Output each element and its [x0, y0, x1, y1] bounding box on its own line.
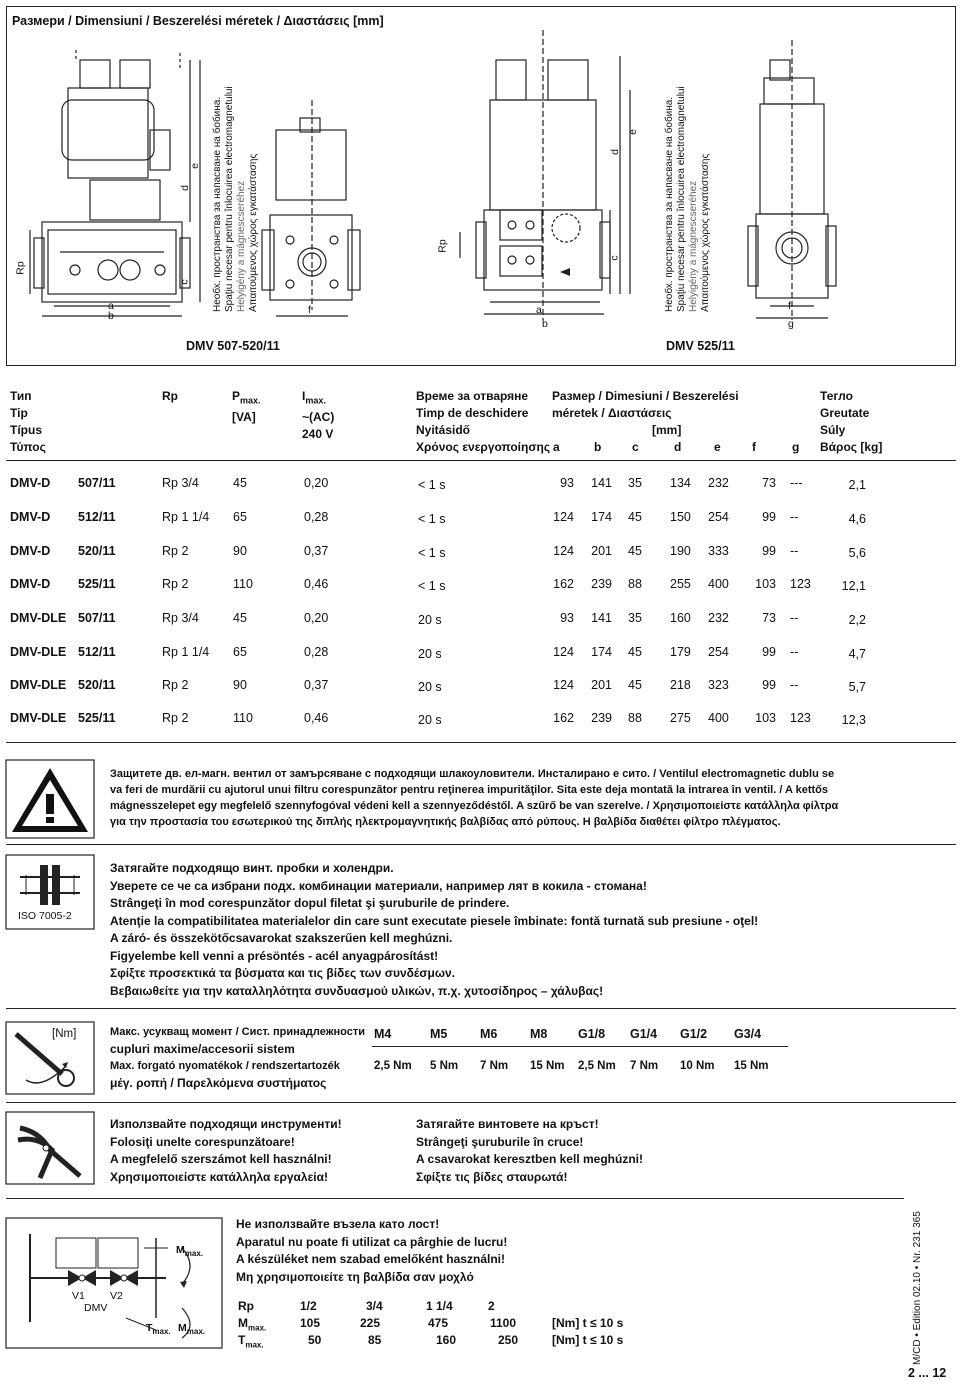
table-cell-g: 123	[790, 577, 811, 591]
lever-t-value: 85	[368, 1333, 382, 1347]
left-dim-f: f	[308, 304, 311, 316]
table-cell-g: --	[790, 645, 799, 659]
table-cell-p: 110	[233, 711, 253, 725]
page-title: Размери / Dimensiuni / Beszerelési méretek / Διαστάσεις [mm]	[12, 14, 384, 28]
lever-dmv-label: DMV	[84, 1302, 108, 1314]
table-cell-rp: Rp 3/4	[162, 611, 199, 625]
table-cell-c: 88	[628, 577, 642, 591]
table-cell-size: 507/11	[78, 611, 116, 625]
dim-col-d: d	[674, 440, 682, 454]
table-cell-type: DMV-D	[10, 476, 51, 490]
torque-size: M4	[374, 1027, 392, 1041]
right-valve-drawing	[0, 0, 960, 370]
table-cell-type: DMV-DLE	[10, 678, 67, 692]
table-cell-rp: Rp 2	[162, 711, 189, 725]
table-cell-f: 103	[755, 711, 776, 725]
torque-value: 7 Nm	[480, 1060, 509, 1072]
left-dim-d: d	[178, 185, 191, 191]
table-cell-type: DMV-D	[10, 577, 51, 591]
table-cell-rp: Rp 3/4	[162, 476, 199, 490]
table-cell-i: 0,20	[304, 611, 329, 625]
table-cell-p: 110	[233, 577, 253, 591]
table-cell-i: 0,28	[304, 510, 329, 524]
col-head-type: Тип Tip Típus Τύπος	[10, 389, 46, 454]
torque-value: 2,5 Nm	[578, 1060, 616, 1072]
torque-size: M8	[530, 1027, 548, 1041]
lever-rp-value: 1/2	[300, 1299, 317, 1313]
lever-rp-value: 3/4	[366, 1299, 383, 1313]
lever-m-label: $M_{max.}$	[238, 1316, 267, 1333]
torque-value: 10 Nm	[680, 1060, 715, 1072]
right-dim-b: b	[542, 318, 548, 330]
table-cell-e: 400	[708, 577, 729, 591]
table-cell-c: 35	[628, 476, 642, 490]
table-cell-d: 218	[670, 678, 691, 692]
table-cell-f: 73	[762, 476, 776, 490]
table-cell-c: 45	[628, 544, 642, 558]
table-cell-rp: Rp 1 1/4	[162, 645, 210, 659]
table-cell-t: 20 s	[418, 680, 442, 694]
table-cell-a: 124	[553, 645, 574, 659]
table-cell-f: 99	[762, 544, 776, 558]
table-cell-a: 162	[553, 711, 574, 725]
torque-value: 5 Nm	[430, 1060, 459, 1072]
table-cell-size: 520/11	[78, 544, 116, 558]
table-cell-size: 525/11	[78, 711, 116, 725]
table-cell-e: 400	[708, 711, 729, 725]
table-cell-g: --	[790, 510, 799, 524]
lever-text: Не използвайте възела като лост! Aparatul nu poate fi utilizat ca pârghie de lucru! A készüléket nem szabad emelőként használni! Μη χρησιμοποιείτε τη βαλβίδα σαν μοχλό	[236, 1217, 508, 1284]
edition-footer: M/CD • Edition 02.10 • Nr. 231 365	[912, 1211, 923, 1365]
table-cell-b: 201	[591, 544, 612, 558]
torque-value: 15 Nm	[734, 1060, 769, 1072]
table-cell-b: 141	[591, 476, 612, 490]
table-cell-w: 5,6	[848, 546, 866, 560]
table-cell-c: 45	[628, 645, 642, 659]
table-cell-e: 323	[708, 678, 729, 692]
torque-text: Макс. усукващ момент / Сист. принадлежности cupluri maxime/accesorii sistem Max. forgató nyomatékok / rendszertartozék μέγ. ροπή / Παρελκόμενα συστήματος	[110, 1026, 366, 1090]
table-cell-d: 160	[670, 611, 691, 625]
table-cell-b: 239	[591, 577, 612, 591]
lever-diagram	[6, 1218, 226, 1358]
table-cell-size: 525/11	[78, 577, 116, 591]
lever-divider	[6, 1198, 904, 1199]
table-cell-i: 0,28	[304, 645, 329, 659]
table-cell-type: DMV-D	[10, 544, 51, 558]
table-cell-w: 4,7	[848, 647, 866, 661]
table-cell-g: --	[790, 544, 799, 558]
iso-divider	[6, 844, 956, 845]
dim-col-a: a	[553, 440, 560, 454]
table-cell-d: 150	[670, 510, 691, 524]
table-cell-w: 2,2	[848, 613, 866, 627]
right-figure-title: DMV 525/11	[666, 339, 735, 353]
table-cell-p: 65	[233, 510, 247, 524]
lever-m-value: 475	[428, 1316, 449, 1330]
torque-rule	[372, 1046, 788, 1047]
table-cell-f: 99	[762, 645, 776, 659]
table-cell-rp: Rp 2	[162, 577, 189, 591]
table-cell-w: 5,7	[848, 680, 866, 694]
table-cell-rp: Rp 2	[162, 544, 189, 558]
table-cell-d: 179	[670, 645, 691, 659]
table-cell-e: 232	[708, 611, 729, 625]
lever-m-max-label-2: $M_{max.}$	[178, 1322, 205, 1337]
torque-size: G1/2	[680, 1027, 708, 1041]
tools-left-text: Използвайте подходящи инструменти! Folosiţi unelte corespunzătoare! A megfelelő szerszámot kell használni! Χρησιμοποιείστε κατάλληλα εργαλεία!	[110, 1117, 342, 1184]
table-cell-type: DMV-DLE	[10, 645, 67, 659]
table-cell-w: 4,6	[848, 512, 866, 526]
table-cell-d: 134	[670, 476, 691, 490]
right-dim-a: a	[536, 304, 542, 316]
table-cell-b: 201	[591, 678, 612, 692]
lever-m-unit: [Nm] t ≤ 10 s	[552, 1316, 624, 1330]
lever-rp-label: Rp	[238, 1299, 254, 1313]
table-cell-d: 275	[670, 711, 691, 725]
table-cell-f: 73	[762, 611, 776, 625]
table-cell-type: DMV-DLE	[10, 611, 67, 625]
table-cell-b: 239	[591, 711, 612, 725]
right-space-note: Необх. пространства за напасване на бобина. Spaţiu necesar pentru înlocuirea electromagnetului Helyigény a mágnescseréhez Απαιτούμενος χώρος εγκατάστασης	[664, 86, 711, 312]
left-dim-rp: Rp	[14, 261, 27, 275]
right-dim-f: f	[788, 300, 791, 312]
table-cell-i: 0,37	[304, 678, 329, 692]
torque-size: G3/4	[734, 1027, 762, 1041]
table-cell-w: 2,1	[848, 478, 866, 492]
table-cell-a: 124	[553, 678, 574, 692]
table-cell-i: 0,37	[304, 544, 329, 558]
table-cell-t: < 1 s	[418, 478, 446, 492]
warning-text: Защитете дв. ел-магн. вентил от замърсяване с подходящи шлакоуловители. Инсталирано е сито. / Ventilul electromagnetic dublu se va feri de murdării cu ajutorul unui filtru corespunzător pentru reţinerea impurităţilor. Sita este deja montată la intrarea în ventil. / A kettős mágnesszelepet egy megfelelő szennyfogóval védeni kell a szennyeződéstől. A szűrő be van szerelve. / Χρησιμοποιείστε κατάλληλα φίλτρα για την προστασία του εσωτερικού της διπλής ηλεκτρομαγνητικής βαλβίδας από ρύπους. Η βαλβίδα διαθέτει φίλτρο πλέγματος.	[110, 768, 839, 828]
table-cell-size: 512/11	[78, 510, 116, 524]
iso-label: ISO 7005-2	[18, 910, 72, 922]
torque-size: M6	[480, 1027, 498, 1041]
table-cell-d: 190	[670, 544, 691, 558]
torque-value: 2,5 Nm	[374, 1060, 412, 1072]
col-head-imax: $I_{max.}$ ~(AC) 240 V	[302, 389, 335, 442]
left-dim-e: e	[188, 163, 201, 169]
table-cell-size: 507/11	[78, 476, 116, 490]
table-cell-rp: Rp 2	[162, 678, 189, 692]
table-cell-p: 90	[233, 544, 247, 558]
right-dim-g: g	[788, 318, 794, 330]
lever-t-unit: [Nm] t ≤ 10 s	[552, 1333, 624, 1347]
torque-value: 7 Nm	[630, 1060, 659, 1072]
left-figure-title: DMV 507-520/11	[186, 339, 280, 353]
col-head-pmax: $P_{max.}$ [VA]	[232, 389, 261, 425]
pliers-icon	[6, 1112, 96, 1187]
col-head-time: Време за отваряне Timp de deschidere Nyitásidő Χρόνος ενεργοποίησης	[416, 389, 551, 454]
table-cell-b: 174	[591, 510, 612, 524]
table-cell-type: DMV-DLE	[10, 711, 67, 725]
table-cell-rp: Rp 1 1/4	[162, 510, 210, 524]
lever-t-value: 50	[308, 1333, 322, 1347]
table-cell-b: 174	[591, 645, 612, 659]
lever-rp-value: 1 1/4	[426, 1299, 453, 1313]
left-dim-b: b	[108, 310, 114, 322]
table-cell-p: 45	[233, 611, 247, 625]
dim-col-c: c	[632, 440, 639, 454]
torque-size: M5	[430, 1027, 448, 1041]
lever-m-value: 105	[300, 1316, 321, 1330]
dim-col-g: g	[792, 440, 800, 454]
table-cell-t: 20 s	[418, 613, 442, 627]
table-cell-g: --	[790, 678, 799, 692]
table-cell-d: 255	[670, 577, 691, 591]
table-cell-size: 520/11	[78, 678, 116, 692]
iso-text: Затягайте подходящо винт. пробки и холендри. Уверете се че са избрани подх. комбинации материали, например лят в кокила - стомана! Strângeţi în mod corespunzător dopul filetat şi şuruburile de prindere. Atenţie la compatibilitatea materialelor din care sunt executate piesele îmbinate: fontă turnată sub presiune - oţel! A záró- és összekötőcsavarokat szakszerűen kell meghúzni. Figyelembe kell venni a présöntés - acél anyagpárosítást! Σφίξτε προσεκτικά τα βύσματα και τις βίδες των συνδέσμων. Βεβαιωθείτε για την καταλληλότητα συνδυασμού υλικών, π.χ. χυτοσίδηρος – χάλυβας!	[110, 861, 759, 998]
table-cell-w: 12,1	[841, 579, 866, 593]
wrench-icon	[6, 1022, 96, 1097]
table-cell-g: ---	[790, 476, 803, 490]
lever-t-max-label: $T_{max.}$	[146, 1322, 171, 1337]
col-head-weight: Тегло Greutate Súly Βάρος [kg]	[820, 389, 883, 454]
left-dim-c: c	[178, 279, 191, 285]
table-cell-e: 254	[708, 645, 729, 659]
table-cell-c: 45	[628, 678, 642, 692]
table-cell-f: 99	[762, 510, 776, 524]
table-cell-t: 20 s	[418, 647, 442, 661]
col-head-size: Размер / Dimesiuni / Beszerelési méretek / Διαστάσεις [mm]	[552, 389, 739, 437]
dim-col-f: f	[752, 440, 756, 454]
table-cell-c: 88	[628, 711, 642, 725]
warning-divider	[6, 742, 956, 743]
tools-right-text: Затягайте винтовете на кръст! Strângeţi şuruburile în cruce! A csavarokat keresztben kell meghúzni! Σφίξτε τις βίδες σταυρωτά!	[416, 1117, 643, 1184]
table-cell-size: 512/11	[78, 645, 116, 659]
right-dim-rp: Rp	[436, 239, 449, 253]
table-cell-t: < 1 s	[418, 579, 446, 593]
lever-rp-value: 2	[488, 1299, 495, 1313]
table-cell-a: 93	[560, 476, 574, 490]
table-cell-a: 93	[560, 611, 574, 625]
table-cell-f: 103	[755, 577, 776, 591]
warning-triangle-icon	[6, 760, 96, 840]
table-cell-p: 65	[233, 645, 247, 659]
table-cell-t: < 1 s	[418, 512, 446, 526]
table-cell-c: 45	[628, 510, 642, 524]
table-cell-e: 232	[708, 476, 729, 490]
dim-col-e: e	[714, 440, 721, 454]
table-cell-e: 333	[708, 544, 729, 558]
table-cell-g: 123	[790, 711, 811, 725]
left-space-note: Необх. пространства за напасване на бобина. Spaţiu necesar pentru înlocuirea electromagnetului Helyigény a mágnescseréhez Απαιτούμενος χώρος εγκατάστασης	[212, 86, 259, 312]
table-cell-c: 35	[628, 611, 642, 625]
lever-t-value: 160	[436, 1333, 457, 1347]
lever-t-label: $T_{max.}$	[238, 1333, 264, 1350]
torque-size: G1/4	[630, 1027, 658, 1041]
torque-value: 15 Nm	[530, 1060, 565, 1072]
lever-m-max-label: $M_{max.}$	[176, 1244, 203, 1259]
left-dim-a: a	[108, 300, 114, 312]
table-cell-p: 90	[233, 678, 247, 692]
table-cell-w: 12,3	[841, 713, 866, 727]
table-cell-a: 124	[553, 510, 574, 524]
lever-m-value: 225	[360, 1316, 381, 1330]
table-header-rule	[6, 460, 956, 461]
col-head-rp: Rp	[162, 389, 178, 403]
lever-m-value: 1100	[490, 1316, 517, 1330]
dim-col-b: b	[594, 440, 602, 454]
torque-size: G1/8	[578, 1027, 606, 1041]
table-cell-i: 0,46	[304, 577, 329, 591]
table-cell-g: --	[790, 611, 799, 625]
lever-v2-label: V2	[110, 1290, 123, 1302]
table-cell-i: 0,46	[304, 711, 329, 725]
right-dim-d: d	[608, 149, 621, 155]
table-cell-p: 45	[233, 476, 247, 490]
table-cell-e: 254	[708, 510, 729, 524]
table-cell-t: 20 s	[418, 713, 442, 727]
lever-t-value: 250	[498, 1333, 519, 1347]
page-number: 2 ... 12	[908, 1366, 947, 1380]
table-cell-t: < 1 s	[418, 546, 446, 560]
table-cell-a: 124	[553, 544, 574, 558]
right-dim-c: c	[608, 255, 621, 261]
tools-divider	[6, 1102, 956, 1103]
right-dim-e: e	[626, 129, 639, 135]
table-cell-f: 99	[762, 678, 776, 692]
lever-v1-label: V1	[72, 1290, 85, 1302]
torque-icon-label: [Nm]	[52, 1028, 77, 1040]
table-cell-a: 162	[553, 577, 574, 591]
table-cell-b: 141	[591, 611, 612, 625]
table-cell-i: 0,20	[304, 476, 329, 490]
table-cell-type: DMV-D	[10, 510, 51, 524]
torque-divider	[6, 1008, 956, 1009]
